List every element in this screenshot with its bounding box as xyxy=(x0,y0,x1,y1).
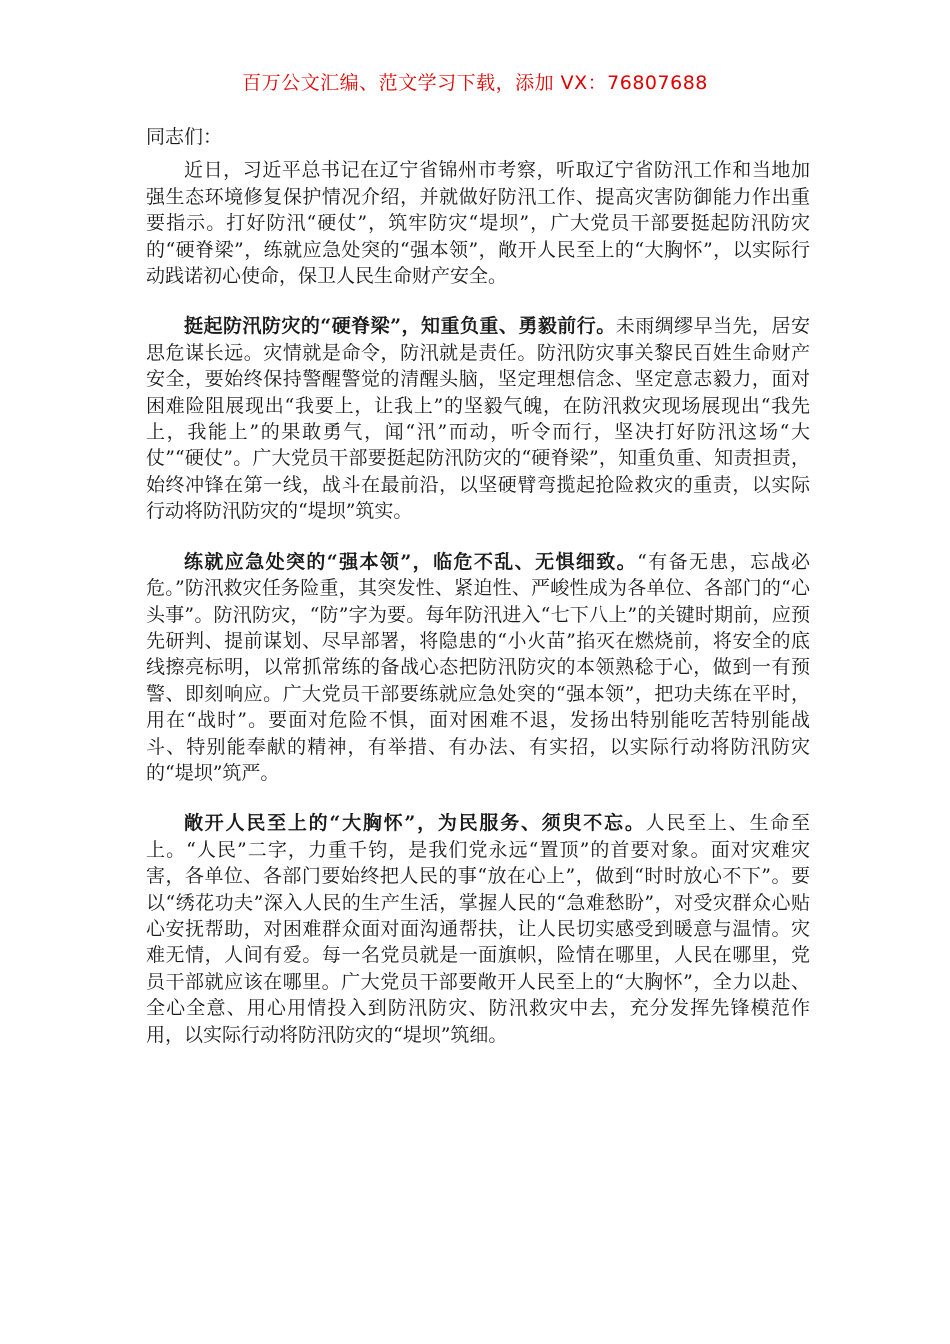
paragraph-people-body: 人民至上、生命至上。“人民”二字，力重千钧，是我们党永远“置顶”的首要对象。面对灾难灾害，各单位、各部门要始终把人民的事“放在心上”，做到“时时放心不下”。要以“绣花功夫”深入人民的生产生活，掌握人民的“急难愁盼”，对受灾群众心贴心安抚帮助，对困难群众面对面沟通帮扶，让人民切实感受到暖意与温情。灾难无情，人间有爱。每一名党员就是一面旗帜，险情在哪里，人民在哪里，党员干部就应该在哪里。广大党员干部要敞开人民至上的“大胸怀”，全力以赴、全心全意、用心用情投入到防汛防灾、防汛救灾中去，充分发挥先锋模范作用，以实际行动将防汛防灾的“堤坝”筑细。 xyxy=(146,812,810,1046)
paragraph-skills-body: “有备无患，忘战必危。”防汛救灾任务险重，其突发性、紧迫性、严峻性成为各单位、各部门的“心头事”。防汛防灾，“防”字为要。每年防汛进入“七下八上”的关键时期前，应预先研判、提前谋划、尽早部署，将隐患的“小火苗”掐灭在燃烧前，将安全的底线擦亮标明，以常抓常练的备战心态把防汛防灾的本领熟稔于心，做到一有预警、即刻响应。广大党员干部要练就应急处突的“强本领”，把功夫练在平时，用在“战时”。要面对危险不惧，面对困难不退，发扬出特别能吃苦特别能战斗、特别能奉献的精神，有举措、有办法、有实招，以实际行动将防汛防灾的“堤坝”筑严。 xyxy=(146,550,810,784)
paragraph-skills-heading: 练就应急处突的“强本领”，临危不乱、无惧细致。 xyxy=(184,550,638,573)
paragraph-intro xyxy=(146,157,810,289)
paragraph-backbone-heading: 挺起防汛防灾的“硬脊梁”，知重负重、勇毅前行。 xyxy=(184,315,616,338)
paragraph-backbone-body: 未雨绸缪早当先，居安思危谋长远。灾情就是命令，防汛就是责任。防汛防灾事关黎民百姓生命财产安全，要始终保持警醒警觉的清醒头脑，坚定理想信念、坚定意志毅力，面对困难险阻展现出“我要上，让我上”的坚毅气魄，在防汛救灾现场展现出“我先上，我能上”的果敢勇气，闻“汛”而动，听令而行，坚决打好防汛这场“大仗”“硬仗”。广大党员干部要挺起防汛防灾的“硬脊梁”，知重负重、知责担责，始终冲锋在第一线，战斗在最前沿，以坚硬臂弯揽起抢险救灾的重责，以实际行动将防汛防灾的“堤坝”筑实。 xyxy=(146,315,810,523)
salutation: 同志们： xyxy=(146,126,223,148)
paragraph-skills xyxy=(146,549,810,787)
paragraph-people-heading: 敞开人民至上的“大胸怀”，为民服务、须臾不忘。 xyxy=(184,812,646,835)
paragraph-intro-body: 近日，习近平总书记在辽宁省锦州市考察，听取辽宁省防汛工作和当地加强生态环境修复保护情况介绍，并就做好防汛工作、提高灾害防御能力作出重要指示。打好防汛“硬仗”，筑牢防灾“堤坝”，广大党员干部要挺起防汛防灾的“硬脊梁”，练就应急处突的“强本领”，敞开人民至上的“大胸怀”，以实际行动践诺初心使命，保卫人民生命财产安全。 xyxy=(146,159,810,288)
document-body xyxy=(146,124,810,1072)
promo-header: 百万公文汇编、范文学习下载，添加 VX：76807688 xyxy=(242,72,708,94)
paragraph-backbone xyxy=(146,313,810,524)
paragraph-people xyxy=(146,810,810,1048)
